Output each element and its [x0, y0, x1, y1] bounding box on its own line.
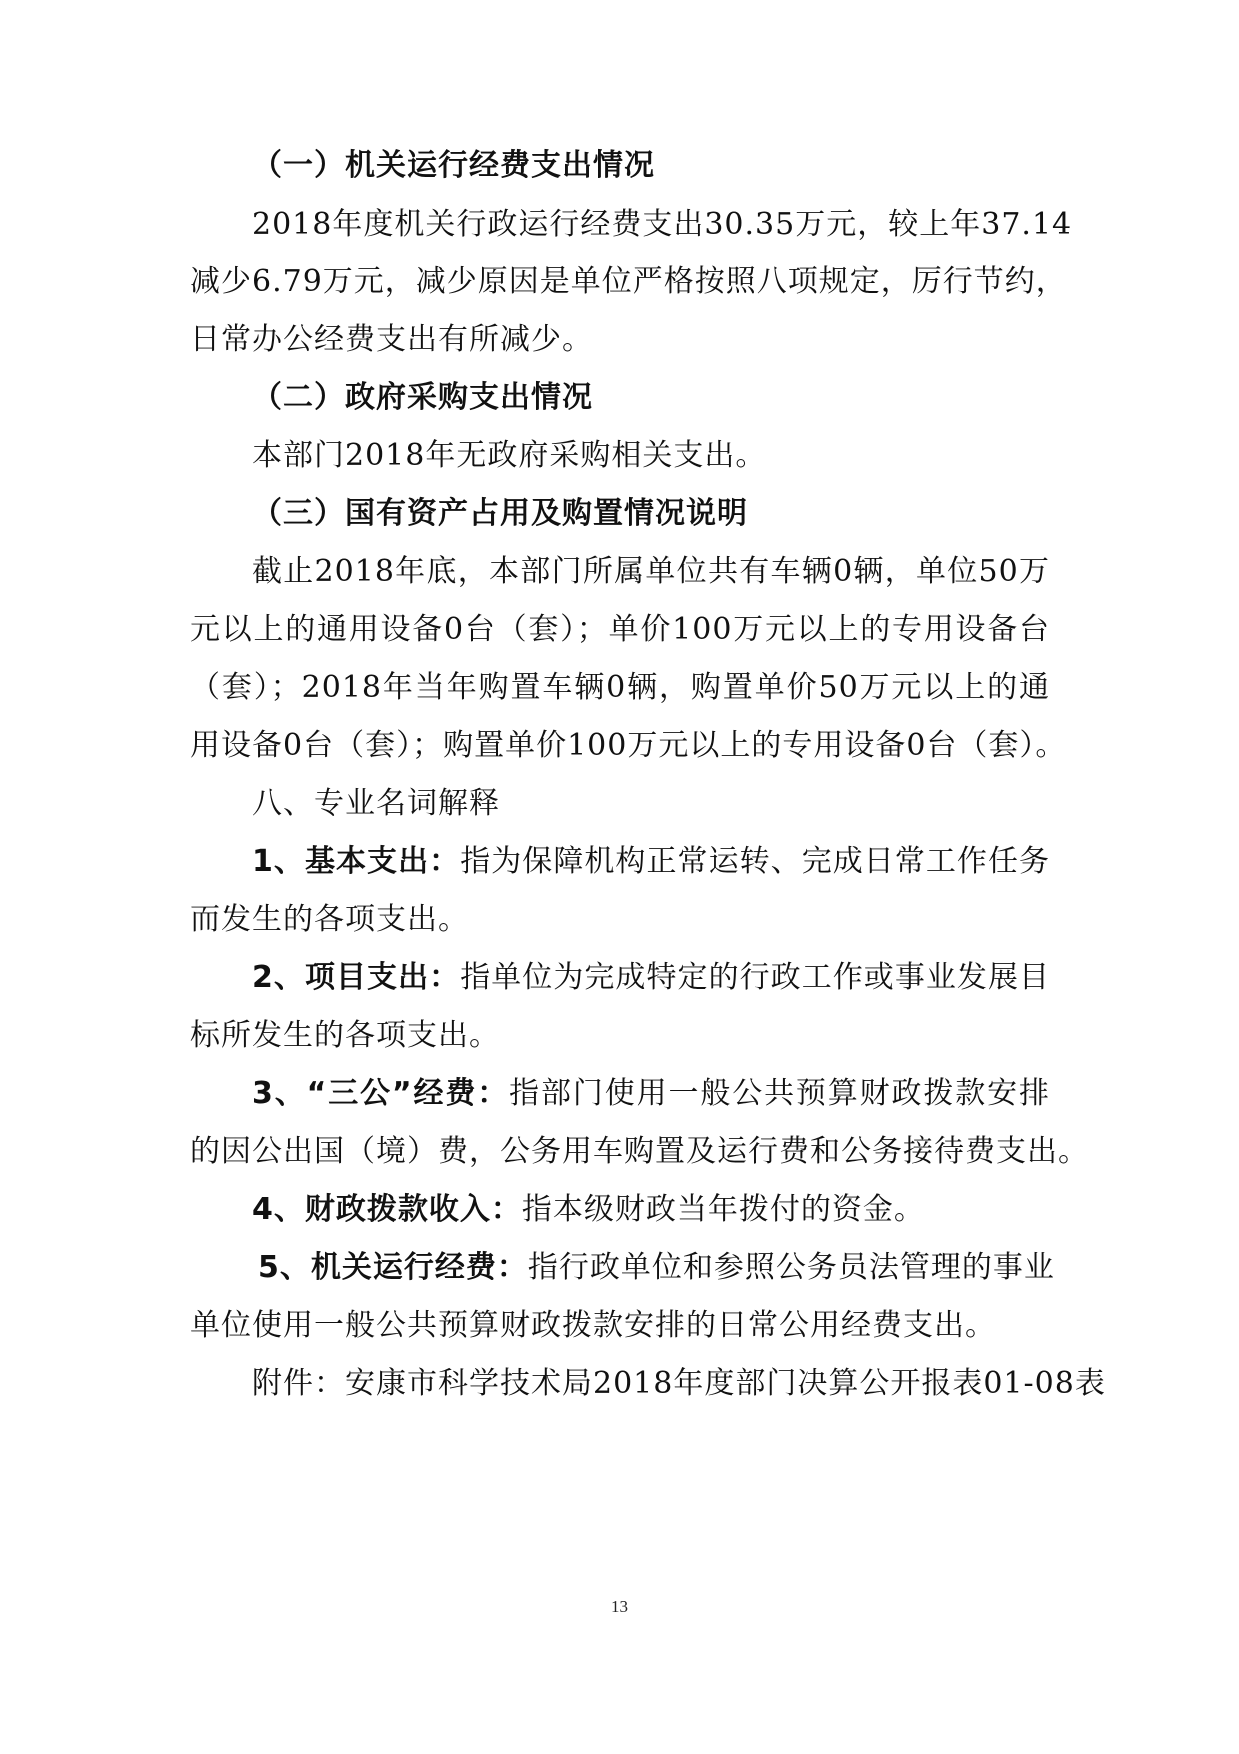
glossary-item-three-public-funds: [252, 1074, 1050, 1114]
glossary-term: 1、基本支出：: [252, 844, 461, 879]
glossary-term: 3、“三公”经费：: [252, 1076, 510, 1111]
glossary-item-basic-expenditure: [252, 842, 1050, 882]
glossary-title: 八、专业名词解释: [252, 786, 500, 821]
glossary-term: 2、项目支出：: [252, 960, 461, 995]
glossary-term: 4、财政拨款收入：: [252, 1192, 522, 1227]
glossary-definition-continued: 单位使用一般公共预算财政拨款安排的日常公用经费支出。: [190, 1308, 996, 1343]
glossary-definition-continued: 的因公出国（境）费，公务用车购置及运行费和公务接待费支出。: [190, 1134, 1089, 1169]
paragraph-line: （套）；2018年当年购置车辆0辆，购置单价50万元以上的通: [190, 670, 1050, 705]
glossary-item-project-expenditure: [252, 958, 1050, 998]
section-heading-state-assets: （三）国有资产占用及购置情况说明: [252, 496, 748, 531]
glossary-definition: 指行政单位和参照公务员法管理的事业: [527, 1250, 1055, 1285]
paragraph-line: 日常办公经费支出有所减少。: [190, 322, 593, 357]
glossary-definition: 指为保障机构正常运转、完成日常工作任务: [460, 844, 1051, 879]
glossary-item-fiscal-appropriation-income: [252, 1190, 925, 1230]
paragraph-line: 本部门2018年无政府采购相关支出。: [252, 438, 767, 473]
glossary-definition: 指单位为完成特定的行政工作或事业发展目: [460, 960, 1051, 995]
attachment-note: 附件：安康市科学技术局2018年度部门决算公开报表01-08表: [252, 1366, 1106, 1401]
paragraph-line: 减少6.79万元，减少原因是单位严格按照八项规定，厉行节约，: [190, 264, 1067, 299]
paragraph-line: 用设备0台（套）；购置单价100万元以上的专用设备0台（套）。: [190, 728, 1067, 763]
glossary-term: 5、机关运行经费：: [258, 1250, 528, 1285]
glossary-definition-continued: 而发生的各项支出。: [190, 902, 469, 937]
glossary-definition-continued: 标所发生的各项支出。: [190, 1018, 500, 1053]
glossary-definition: 指部门使用一般公共预算财政拨款安排: [509, 1076, 1051, 1111]
paragraph-line: 元以上的通用设备0台（套）；单价100万元以上的专用设备台: [190, 612, 1050, 647]
page-number: 13: [611, 1597, 628, 1616]
section-heading-procurement: （二）政府采购支出情况: [252, 380, 593, 415]
glossary-definition: 指本级财政当年拨付的资金。: [521, 1192, 925, 1227]
paragraph-line: 截止2018年底，本部门所属单位共有车辆0辆，单位50万: [252, 554, 1050, 589]
glossary-item-agency-operating-costs: [258, 1248, 1055, 1288]
section-heading-operating-costs: （一）机关运行经费支出情况: [252, 148, 655, 183]
paragraph-line: 2018年度机关行政运行经费支出30.35万元，较上年37.14: [252, 207, 1073, 242]
